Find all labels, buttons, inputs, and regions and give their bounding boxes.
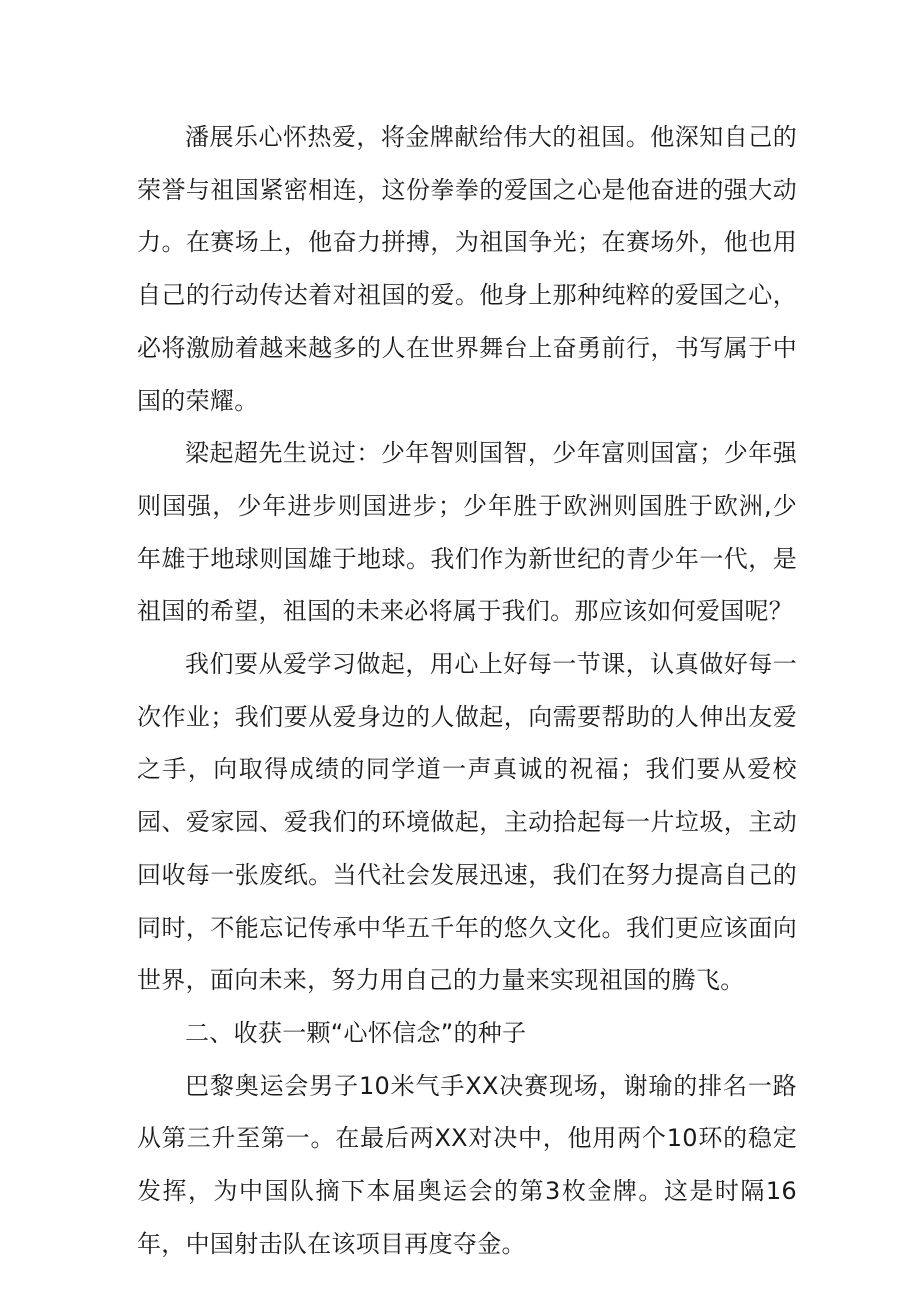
paragraph-how-to-love-country: 我们要从爱学习做起，用心上好每一节课，认真做好每一次作业；我们要从爱身边的人做起，向需要帮助的人伸出友爱之手，向取得成绩的同学道一声真诚的祝福；我们要从爱校园、爱家园、爱我们的环境做起，主动拾起每一片垃圾，主动回收每一张废纸。当代社会发展迅速，我们在努力提高自己的同时，不能忘记传承中华五千年的悠久文化。我们更应该面向世界，面向未来，努力用自己的力量来实现祖国的腾飞。	[137, 650, 797, 995]
paragraph-liang-qichao-quote: 梁起超先生说过：少年智则国智，少年富则国富；少年强则国强，少年进步则国进步；少年胜于欧洲则国胜于欧洲,少年雄于地球则国雄于地球。我们作为新世纪的青少年一代，是祖国的希望，祖国的未来必将属于我们。那应该如何爱国呢？	[137, 439, 797, 626]
paragraph-paris-olympics: 巴黎奥运会男子10米气手XX决赛现场，谢瑜的排名一路从第三升至第一。在最后两XX对决中，他用两个10环的稳定发挥，为中国队摘下本届奥运会的第3枚金牌。这是时隔16年，中国射击队在该项目再度夺金。	[137, 1071, 797, 1258]
paragraph-pan-zhanle: 潘展乐心怀热爱，将金牌献给伟大的祖国。他深知自己的荣誉与祖国紧密相连，这份拳拳的爱国之心是他奋进的强大动力。在赛场上，他奋力拼搏，为祖国争光；在赛场外，他也用自己的行动传达着对祖国的爱。他身上那种纯粹的爱国之心，必将激励着越来越多的人在世界舞台上奋勇前行，书写属于中国的荣耀。	[137, 123, 797, 415]
section-heading: 二、收获一颗“心怀信念”的种子	[185, 1018, 527, 1047]
document-body	[137, 111, 797, 1270]
